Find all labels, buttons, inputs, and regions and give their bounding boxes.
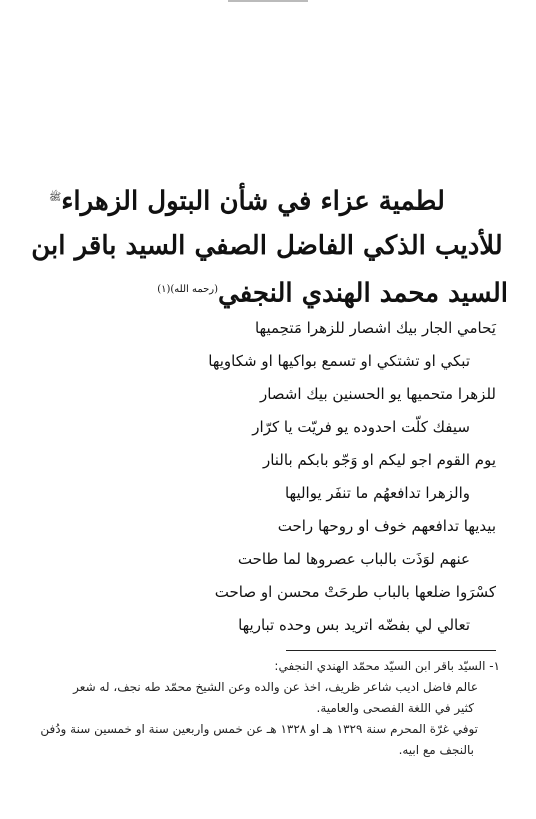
verse-line: كسْرَوا ضلعها بالباب طرحَتْ محسن او صاحت: [214, 583, 496, 601]
verse-line: سيفك كلّت احدوده يو فريّت يا كرّار: [252, 418, 470, 436]
footnote-reference: (رحمه الله)(١): [157, 283, 219, 295]
footnote-line: عالم فاضل اديب شاعر ظريف، اخذ عن والده وعن الشيخ محمّد طه نجف، له شعر: [73, 680, 478, 694]
verse-line: تبكي او تشتكي او تسمع بواكيها او شكاويها: [208, 352, 470, 370]
title-line-1-text: لطمية عزاء في شأن البتول الزهراء: [61, 186, 445, 217]
verse-line: يوم القوم اجو ليكم او وَجّو بابكم بالنار: [262, 451, 496, 469]
verse-line: للزهرا متحميها يو الحسنين بيك اشصار: [259, 385, 496, 403]
title-line-3: [24, 268, 510, 316]
verse-line: تعالي لي بفضّه اتريد بس وحده تباريها: [238, 616, 470, 634]
title-line-1: [24, 176, 510, 224]
footnote-line: كثير في اللغة الفصحى والعامية.: [316, 701, 474, 715]
footnote-divider: [286, 650, 496, 651]
verse-line: يَحامي الجار بيك اشصار للزهرا مَتحِميها: [254, 319, 496, 337]
footnotes: [30, 656, 500, 761]
footnote-line: توفي غرّة المحرم سنة ١٣٢٩ هـ او ١٣٢٨ هـ عن خمس واربعين سنة او خمسين سنة ودُفن: [40, 722, 478, 736]
honorific-mark: ﷺ: [49, 192, 62, 203]
title-line-2: للأديب الذكي الفاضل الصفي السيد باقر ابن: [31, 230, 503, 261]
verse-line: والزهرا تدافعهُم ما تنفَر يواليها: [284, 484, 470, 502]
page-header-mark: [228, 0, 308, 8]
poem-verses: [26, 312, 496, 642]
title-line-3-text: السيد محمد الهندي النجفي: [218, 278, 508, 309]
verse-line: بيديها تدافعهم خوف او روحها راحت: [277, 517, 496, 535]
footnote-heading: ١- السيّد باقر ابن السيّد محمّد الهندي النجفي:: [274, 659, 500, 673]
poem-title: [24, 176, 510, 315]
footnote-line: بالنجف مع ابيه.: [398, 743, 474, 757]
verse-line: عنهم لوَذَت بالباب عصروها لما طاحت: [237, 550, 470, 568]
